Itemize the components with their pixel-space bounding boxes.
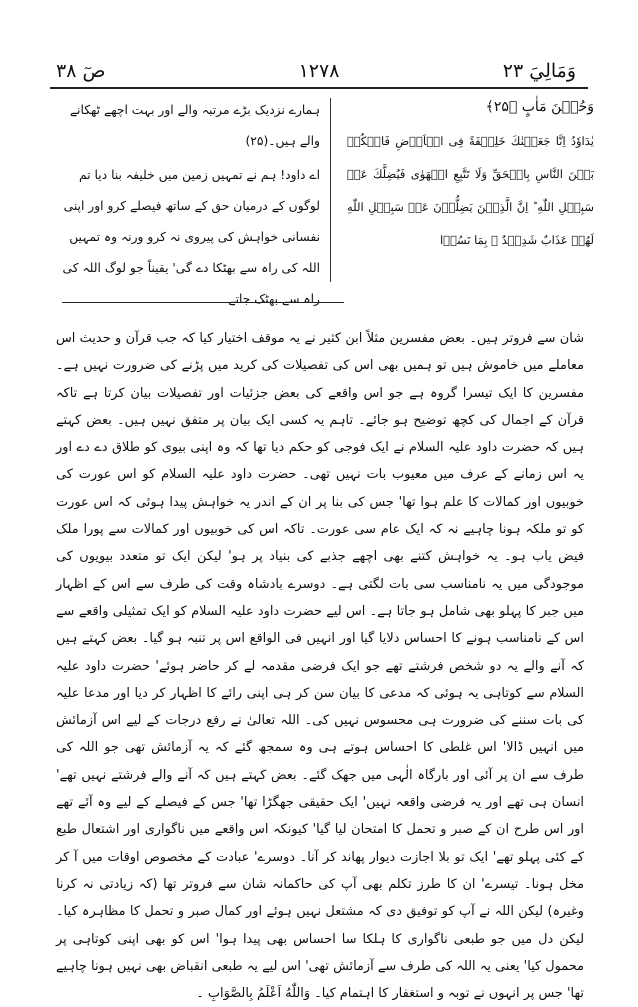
arabic-text-column [347, 95, 594, 257]
header-divider [50, 87, 588, 89]
surah-part-label: وَمَالِيَ ٢٣ [502, 60, 576, 82]
section-divider [62, 302, 344, 303]
arabic-verse: يٰدَاوٗدُ اِنَّا جَعَلۡنٰكَ خَلِيۡفَةً فِى الۡاَرۡضِ فَاحۡكُمۡ بَيۡنَ النَّاسِ بِالۡحَقِّ وَلَا تَتَّبِعِ الۡهَوٰى فَيُضِلَّكَ عَنۡ سَبِيۡلِ اللّٰهِ ؕ اِنَّ الَّذِيۡنَ يَضِلُّوۡنَ عَنۡ سَبِيۡلِ اللّٰهِ لَهُمۡ عَذَابٌ شَدِيۡدٌ ۢ بِمَا نَسُوۡا [347, 134, 594, 247]
column-divider [330, 98, 331, 282]
commentary-block [56, 325, 584, 1007]
verse-end-heading: وَحُسۡنَ مَاٰبٍ ﴿۲۵﴾ [485, 99, 594, 115]
page-number: ١٢٧٨ [298, 60, 340, 82]
translation-column [58, 95, 320, 315]
surah-name-label: صٓ ٣٨ [56, 60, 106, 82]
translation-paragraph-1: ہمارے نزدیک بڑے مرتبہ والے اور بہت اچھے ٹھکانے والے ہیں۔(۲۵) [69, 103, 320, 148]
commentary-text: شان سے فروتر ہیں۔ بعض مفسرین مثلاً ابن کثیر نے یہ موقف اختیار کیا کہ جب قرآن و حدیث اس معاملے میں خاموش ہیں تو ہمیں بھی اس کی تفصیلات کی کرید میں پڑنے کی ضرورت نہیں ہے۔ مفسرین کا ایک تیسرا گروہ ہے جو اس واقعے کی بعض جزئیات اور تفصیلات بیان کرتا ہے تاکہ قرآن کے اجمال کی کچھ توضیح ہو جائے۔ تاہم یہ کسی ایک بیان پر متفق نہیں ہیں۔ بعض کہتے ہیں کہ حضرت داود علیہ السلام نے ایک فوجی کو حکم دیا تھا کہ وہ اپنی بیوی کو طلاق دے دے اور یہ اس زمانے کے عرف میں معیوب بات نہیں تھی۔ حضرت داود علیہ السلام کو اس عورت کی خوبیوں اور کمالات کا علم ہوا تھا' جس کی بنا پر ان کے اندر یہ خواہش پیدا ہوئی کہ اس عورت کو تو ملکہ ہونا چاہیے نہ کہ ایک عام سی عورت۔ تاکہ اس کی خوبیوں اور کمالات سے پورا ملک فیض یاب ہو۔ یہ خواہش کتنے بھی اچھے جذبے کی بنیاد پر ہو' لیکن ایک تو متعدد بیویوں کی موجودگی میں یہ نامناسب سی بات لگتی ہے۔ دوسرے بادشاہ وقت کی طرف سے اس کے اظہار میں جبر کا پہلو بھی شامل ہو جاتا ہے۔ اس لیے حضرت داود علیہ السلام کو ایک تمثیلی واقعے سے اس کے نامناسب ہونے کا احساس دلایا گیا اور انہیں فی الواقع اس پر تنبہ ہو گیا۔ بعض کہتے ہیں کہ آنے والے یہ دو شخص فرشتے تھے جو ایک فرضی مقدمہ لے کر حاضر ہوئے' حضرت داود علیہ السلام سے کوتاہی یہ ہوئی کہ مدعی کا بیان سن کر ہی اپنی رائے کا اظہار کر دیا اور مدعا علیہ کی بات سننے کی ضرورت ہی محسوس نہیں کی۔ اللہ تعالیٰ نے رفع درجات کے لیے اس آزمائش میں انہیں ڈالا' اس غلطی کا احساس ہوتے ہی وہ سمجھ گئے کہ یہ آزمائش تھی جو اللہ کی طرف سے ان پر آئی اور بارگاہ الٰہی میں جھک گئے۔ بعض کہتے ہیں کہ آنے والے فرشتے نہیں تھے' انسان ہی تھے اور یہ فرضی واقعہ نہیں' ایک حقیقی جھگڑا تھا' جس کے فیصلے کے لیے وہ آئے تھے اور اس طرح ان کے صبر و تحمل کا امتحان لیا گیا' کیونکہ اس واقعے میں ناگواری اور اشتعال طبع کے کئی پہلو تھے' ایک تو بلا اجازت دیوار پھاند کر آنا۔ دوسرے' عبادت کے مخصوص اوقات میں آ کر مخل ہونا۔ تیسرے' ان کا طرز تکلم بھی آپ کی حاکمانہ شان سے فروتر تھا (کہ زیادتی نہ کرنا وغیرہ) لیکن اللہ نے آپ کو توفیق دی کہ مشتعل نہیں ہوئے اور کمال صبر و تحمل کا مظاہرہ کیا۔ لیکن دل میں جو طبعی ناگواری کا ہلکا سا احساس بھی پیدا ہوا' اس کو بھی اپنی کوتاہی پر محمول کیا' یعنی یہ اللہ کی طرف سے آزمائش تھی' اس لیے یہ طبعی انقباض بھی نہیں ہونا چاہیے تھا' جس پر انہوں نے توبہ و استغفار کا اہتمام کیا۔ وَاللّٰهُ اَعْلَمُ بِالصَّوَابِ ۔ [56, 331, 584, 1002]
translation-paragraph-2: اے داود! ہم نے تمہیں زمین میں خلیفہ بنا دیا تم لوگوں کے درمیان حق کے ساتھ فیصلے کرو اور اپنی نفسانی خواہش کی پیروی نہ کرو ورنہ وہ تمہیں اللہ کی راہ سے بھٹکا دے گی' یقیناً جو لوگ اللہ کی راہ سے بھٹک جاتے [62, 168, 320, 306]
